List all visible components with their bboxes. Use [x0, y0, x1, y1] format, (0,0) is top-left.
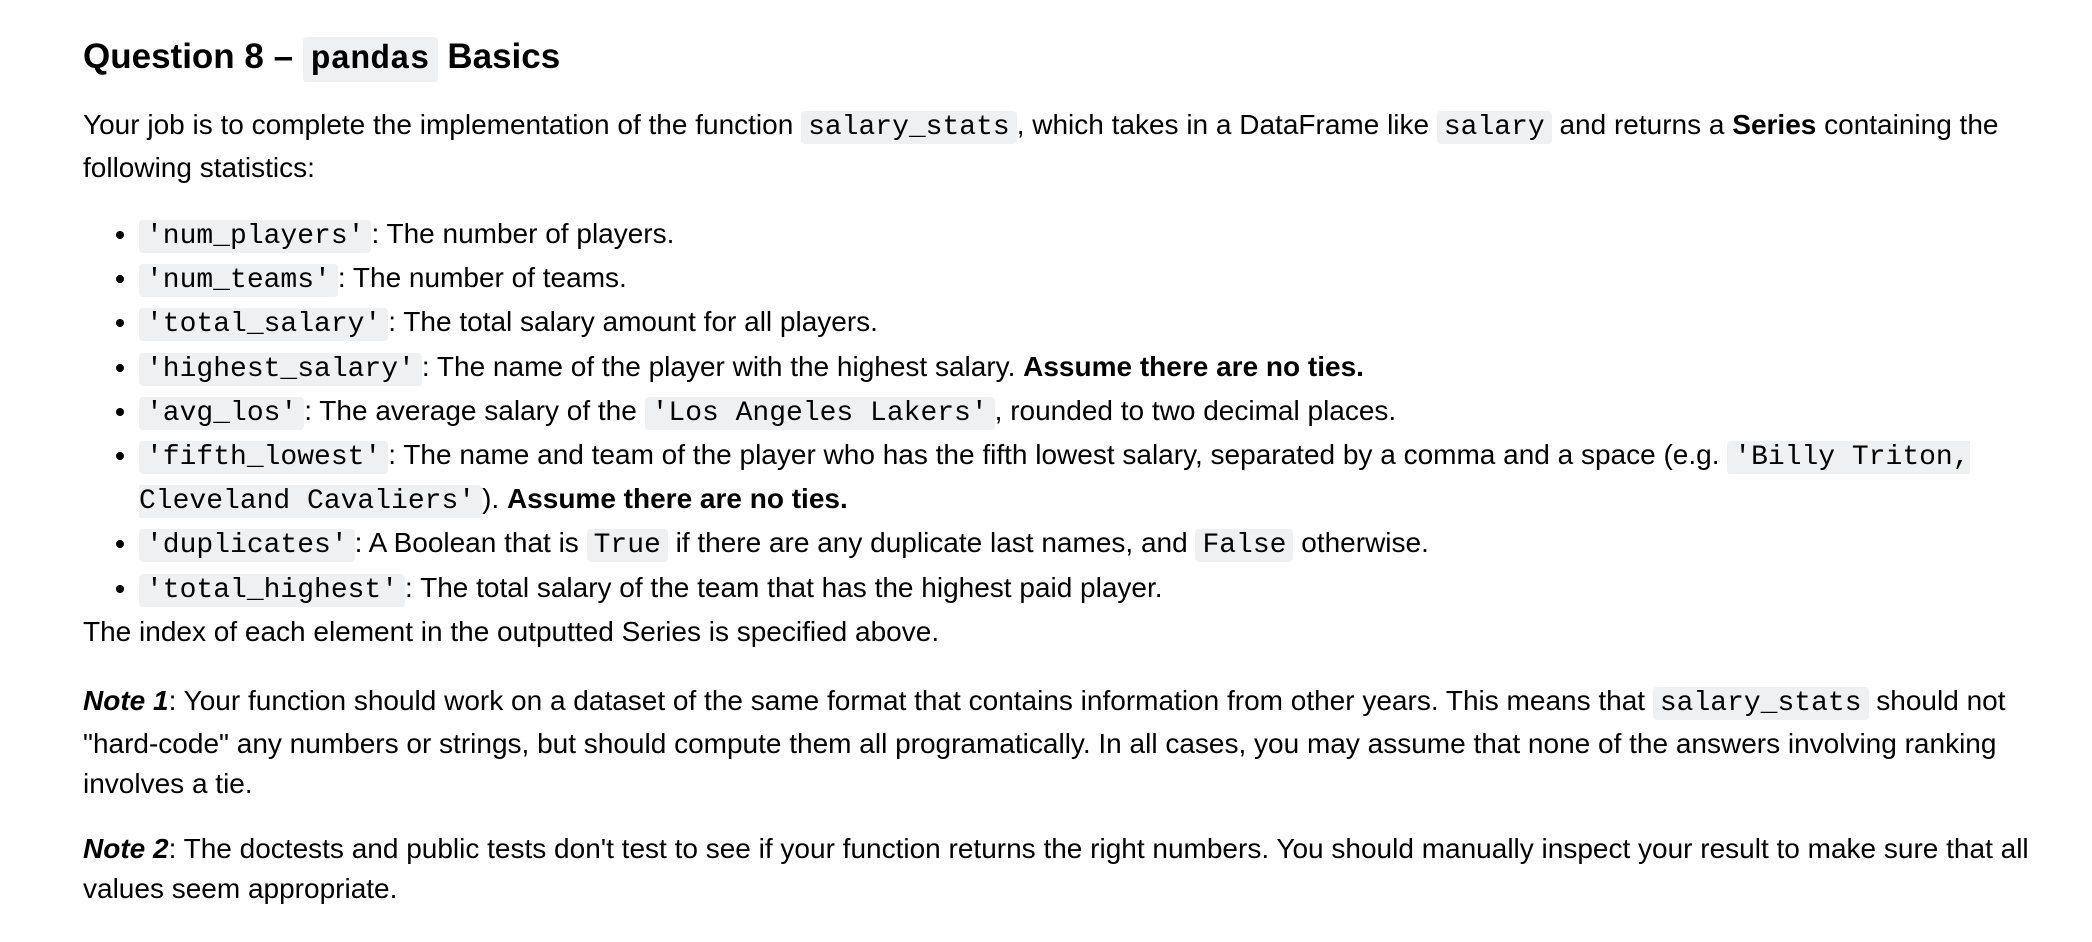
note1-text: : Your function should work on a dataset of the same format that contains information from other years. This means that — [168, 685, 1653, 716]
stat-key: 'num_teams' — [139, 264, 338, 297]
index-note-paragraph: The index of each element in the outputted Series is specified above. — [83, 616, 940, 647]
stat-description: : The number of players. — [371, 218, 675, 249]
note1-text: should not "hard-code" any numbers or strings, but should compute them all programatically. In all cases, you may assume that none of the answers involving ranking involves a tie. — [83, 685, 2006, 799]
list-item — [139, 346, 2036, 390]
stat-inline-code: 'Billy Triton, Cleveland Cavaliers' — [139, 442, 1970, 518]
note1-code-function: salary_stats — [1653, 687, 1869, 720]
stat-description: : The name and team of the player who has the fifth lowest salary, separated by a comma and a space (e.g. — [388, 439, 1728, 471]
intro-bold-series: Series — [1732, 109, 1817, 140]
question-title — [83, 30, 560, 87]
stat-key: 'duplicates' — [139, 529, 355, 562]
stat-key: 'highest_salary' — [139, 353, 422, 386]
intro-text: and returns a — [1551, 109, 1733, 140]
intro-code-dataframe: salary — [1437, 111, 1552, 144]
stat-inline-code: False — [1195, 529, 1293, 562]
list-item — [139, 522, 2036, 566]
intro-code-function: salary_stats — [801, 111, 1017, 144]
stat-key: 'total_salary' — [139, 308, 388, 341]
stat-description: if there are any duplicate last names, and — [667, 527, 1196, 559]
list-item — [139, 213, 2036, 257]
intro-text: , which takes in a DataFrame like — [1016, 109, 1437, 140]
title-code: pandas — [303, 37, 438, 82]
note1-label: Note 1 — [83, 685, 169, 716]
stat-description: : The total salary of the team that has the highest paid player. — [405, 571, 1163, 603]
stat-key: 'num_players' — [139, 220, 371, 253]
statistics-list — [83, 213, 2036, 611]
title-prefix: Question 8 – — [83, 37, 303, 76]
stat-description: : The average salary of the — [304, 394, 645, 426]
stat-description: : The total salary amount for all players. — [388, 306, 878, 338]
stat-description: otherwise. — [1293, 527, 1429, 559]
list-item — [139, 301, 2036, 345]
note2-text: : The doctests and public tests don't test to see if your function returns the right numbers. You should manually inspect your result to make sure that all values seem appropriate. — [83, 833, 2029, 904]
intro-text: Your job is to complete the implementation of the function — [83, 109, 802, 140]
stat-description: , rounded to two decimal places. — [994, 394, 1397, 426]
intro-paragraph — [83, 105, 2036, 188]
stat-bold-note: Assume there are no ties. — [1023, 350, 1364, 382]
note2-label: Note 2 — [83, 833, 169, 864]
note1-paragraph — [83, 681, 2036, 804]
stat-description: : The number of teams. — [337, 262, 627, 294]
stat-key: 'fifth_lowest' — [139, 441, 388, 474]
note2-paragraph — [83, 829, 2036, 909]
stat-description: : A Boolean that is — [354, 527, 587, 559]
title-suffix: Basics — [437, 37, 561, 76]
list-item — [139, 567, 2036, 611]
stat-key: 'total_highest' — [139, 574, 405, 607]
stat-description: : The name of the player with the highest salary. — [421, 350, 1024, 382]
stat-bold-note: Assume there are no ties. — [506, 483, 848, 515]
list-item — [139, 390, 2036, 434]
stat-inline-code: 'Los Angeles Lakers' — [645, 397, 995, 430]
list-item — [139, 257, 2036, 301]
stat-description: ). — [482, 483, 507, 515]
list-item — [139, 434, 2036, 522]
intro-text: containing the following statistics: — [83, 109, 1999, 183]
stat-key: 'avg_los' — [139, 397, 304, 430]
stat-inline-code: True — [587, 529, 668, 562]
